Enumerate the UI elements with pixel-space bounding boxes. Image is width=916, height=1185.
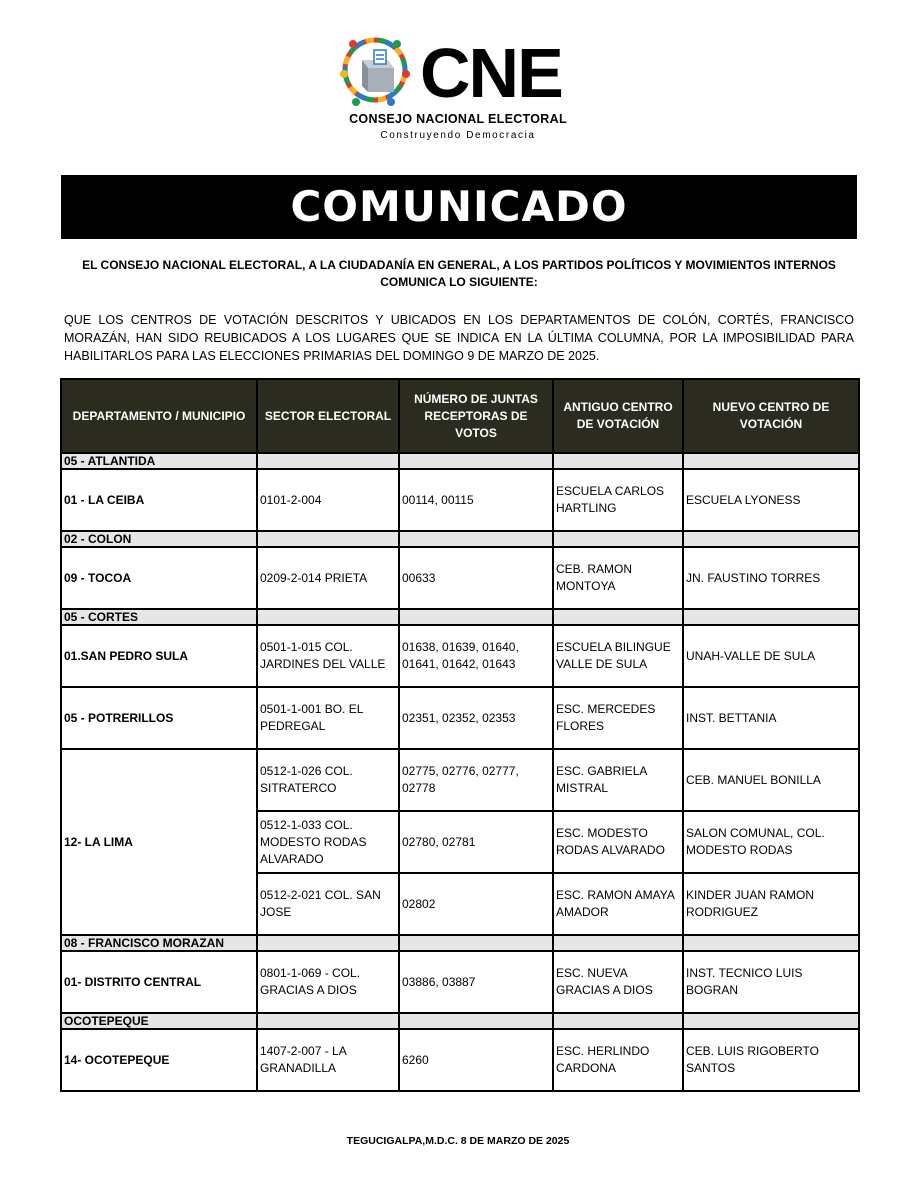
- cell-juntas: 6260: [399, 1029, 553, 1091]
- header-municipio: DEPARTAMENTO / MUNICIPIO: [61, 379, 257, 453]
- section-row: [61, 935, 859, 951]
- section-label: OCOTEPEQUE: [61, 1013, 257, 1029]
- relocation-table: [60, 378, 860, 1092]
- cell-municipio: 12- LA LIMA: [61, 749, 257, 935]
- org-name: CONSEJO NACIONAL ELECTORAL: [349, 112, 567, 126]
- intro-line-2: COMUNICA LO SIGUIENTE:: [380, 275, 538, 289]
- cell-antiguo: CEB. RAMON MONTOYA: [553, 547, 683, 609]
- cell-antiguo: ESC. MERCEDES FLORES: [553, 687, 683, 749]
- banner-title: COMUNICADO: [290, 182, 628, 231]
- cell-antiguo: ESCUELA BILINGUE VALLE DE SULA: [553, 625, 683, 687]
- org-slogan: Construyendo Democracia: [380, 130, 536, 141]
- cell-juntas: 00114, 00115: [399, 469, 553, 531]
- cell-juntas: 03886, 03887: [399, 951, 553, 1013]
- ballot-box-emblem-icon: [336, 30, 414, 110]
- cell-juntas: 02780, 02781: [399, 811, 553, 873]
- cell-sector: 0501-1-001 BO. EL PEDREGAL: [257, 687, 399, 749]
- cell-nuevo: CEB. MANUEL BONILLA: [683, 749, 859, 811]
- cell-antiguo: ESC. GABRIELA MISTRAL: [553, 749, 683, 811]
- section-row: [61, 1013, 859, 1029]
- table-row: [61, 749, 859, 811]
- table-row: [61, 547, 859, 609]
- cell-nuevo: INST. TECNICO LUIS BOGRAN: [683, 951, 859, 1013]
- section-label: 02 - COLON: [61, 531, 257, 547]
- cne-logo: [336, 30, 586, 150]
- cell-nuevo: JN. FAUSTINO TORRES: [683, 547, 859, 609]
- cell-nuevo: INST. BETTANIA: [683, 687, 859, 749]
- section-row: [61, 453, 859, 469]
- cell-juntas: 00633: [399, 547, 553, 609]
- date-footer: TEGUCIGALPA,M.D.C. 8 DE MARZO DE 2025: [346, 1135, 570, 1147]
- intro-heading: [64, 257, 854, 291]
- cell-antiguo: ESC. MODESTO RODAS ALVARADO: [553, 811, 683, 873]
- table-row: [61, 469, 859, 531]
- section-label: 05 - ATLANTIDA: [61, 453, 257, 469]
- header-antiguo: ANTIGUO CENTRO DE VOTACIÓN: [553, 379, 683, 453]
- cell-sector: 0209-2-014 PRIETA: [257, 547, 399, 609]
- section-row: [61, 531, 859, 547]
- intro-line-1: EL CONSEJO NACIONAL ELECTORAL, A LA CIUDADANÍA EN GENERAL, A LOS PARTIDOS POLÍTICOS Y MOVIMIENTOS INTERNOS: [82, 258, 836, 272]
- cell-municipio: 01 - LA CEIBA: [61, 469, 257, 531]
- cell-juntas: 01638, 01639, 01640, 01641, 01642, 01643: [399, 625, 553, 687]
- cell-juntas: 02775, 02776, 02777, 02778: [399, 749, 553, 811]
- body-paragraph: QUE LOS CENTROS DE VOTACIÓN DESCRITOS Y UBICADOS EN LOS DEPARTAMENTOS DE COLÓN, CORTÉS, FRANCISCO MORAZÁN, HAN SIDO REUBICADOS A LOS LUGARES QUE SE INDICA EN LA ÚLTIMA COLUMNA, POR LA IMPOSIBILIDAD PARA HABILITARLOS PARA LAS ELECCIONES PRIMARIAS DEL DOMINGO 9 DE MARZO DE 2025.: [64, 313, 854, 363]
- cell-municipio: 01- DISTRITO CENTRAL: [61, 951, 257, 1013]
- cell-antiguo: ESC. NUEVA GRACIAS A DIOS: [553, 951, 683, 1013]
- cell-sector: 0512-1-033 COL. MODESTO RODAS ALVARADO: [257, 811, 399, 873]
- section-row: [61, 609, 859, 625]
- header-juntas: NÚMERO DE JUNTAS RECEPTORAS DE VOTOS: [399, 379, 553, 453]
- cell-nuevo: UNAH-VALLE DE SULA: [683, 625, 859, 687]
- cell-antiguo: ESC. RAMON AMAYA AMADOR: [553, 873, 683, 935]
- cell-sector: 0512-2-021 COL. SAN JOSE: [257, 873, 399, 935]
- cell-antiguo: ESCUELA CARLOS HARTLING: [553, 469, 683, 531]
- table-row: [61, 951, 859, 1013]
- cell-antiguo: ESC. HERLINDO CARDONA: [553, 1029, 683, 1091]
- cell-nuevo: KINDER JUAN RAMON RODRIGUEZ: [683, 873, 859, 935]
- cell-nuevo: SALON COMUNAL, COL. MODESTO RODAS: [683, 811, 859, 873]
- cell-juntas: 02351, 02352, 02353: [399, 687, 553, 749]
- comunicado-banner: [61, 175, 857, 239]
- header-sector: SECTOR ELECTORAL: [257, 379, 399, 453]
- cell-nuevo: ESCUELA LYONESS: [683, 469, 859, 531]
- cell-sector: 0101-2-004: [257, 469, 399, 531]
- section-label: 05 - CORTES: [61, 609, 257, 625]
- section-label: 08 - FRANCISCO MORAZAN: [61, 935, 257, 951]
- table-row: [61, 625, 859, 687]
- cell-nuevo: CEB. LUIS RIGOBERTO SANTOS: [683, 1029, 859, 1091]
- cell-sector: 0512-1-026 COL. SITRATERCO: [257, 749, 399, 811]
- cell-sector: 1407-2-007 - LA GRANADILLA: [257, 1029, 399, 1091]
- cell-sector: 0501-1-015 COL. JARDINES DEL VALLE: [257, 625, 399, 687]
- cell-municipio: 01.SAN PEDRO SULA: [61, 625, 257, 687]
- table-header-row: [61, 379, 859, 453]
- header-nuevo: NUEVO CENTRO DE VOTACIÓN: [683, 379, 859, 453]
- cell-sector: 0801-1-069 - COL. GRACIAS A DIOS: [257, 951, 399, 1013]
- cell-municipio: 14- OCOTEPEQUE: [61, 1029, 257, 1091]
- table-row: [61, 687, 859, 749]
- logo-text: CNE: [420, 34, 562, 112]
- table-row: [61, 1029, 859, 1091]
- cell-municipio: 09 - TOCOA: [61, 547, 257, 609]
- cell-municipio: 05 - POTRERILLOS: [61, 687, 257, 749]
- cell-juntas: 02802: [399, 873, 553, 935]
